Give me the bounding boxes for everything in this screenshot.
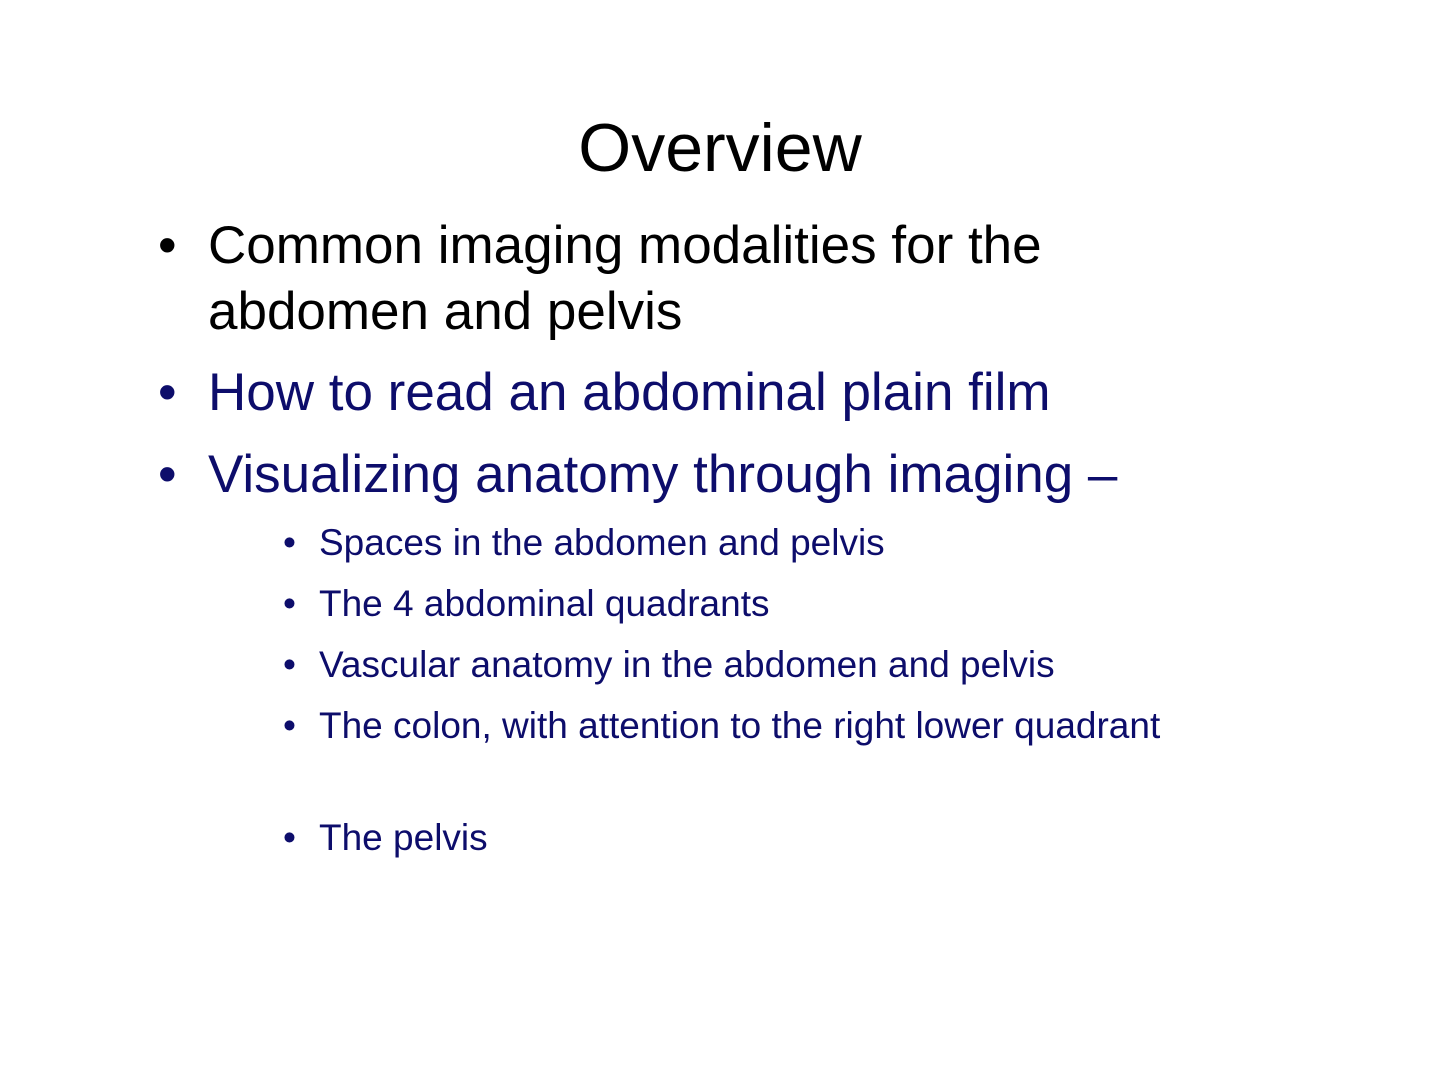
sub-bullet-dot-icon: •: [283, 705, 296, 746]
bullet-text: How to read an abdominal plain film: [208, 363, 1051, 422]
bullet-text: Common imaging modalities for the abdomen and pelvis: [208, 216, 1042, 341]
sub-bullet-dot-icon: •: [283, 817, 296, 858]
bullet-dot-icon: •: [158, 216, 177, 275]
list-item: [283, 639, 1183, 690]
slide-title: Overview: [578, 110, 862, 186]
list-item: [283, 812, 1183, 863]
bullet-dot-icon: •: [158, 445, 177, 504]
list-item: [283, 578, 1183, 629]
sub-bullet-dot-icon: •: [283, 522, 296, 563]
list-item: [158, 213, 1218, 345]
list-item: [158, 442, 1218, 508]
list-item: [158, 360, 1218, 426]
sub-bullet-text: The colon, with attention to the right lower quadrant: [319, 705, 1161, 746]
sub-bullet-dot-icon: •: [283, 644, 296, 685]
sub-bullet-text: The 4 abdominal quadrants: [319, 583, 770, 624]
list-item: [283, 700, 1183, 751]
sub-bullet-dot-icon: •: [283, 583, 296, 624]
bullet-dot-icon: •: [158, 363, 177, 422]
sub-bullet-text: Vascular anatomy in the abdomen and pelvis: [319, 644, 1055, 685]
sub-bullet-text: The pelvis: [319, 817, 488, 858]
bullet-text: Visualizing anatomy through imaging –: [208, 445, 1118, 504]
list-item: [283, 517, 1183, 568]
sub-bullet-text: Spaces in the abdomen and pelvis: [319, 522, 885, 563]
